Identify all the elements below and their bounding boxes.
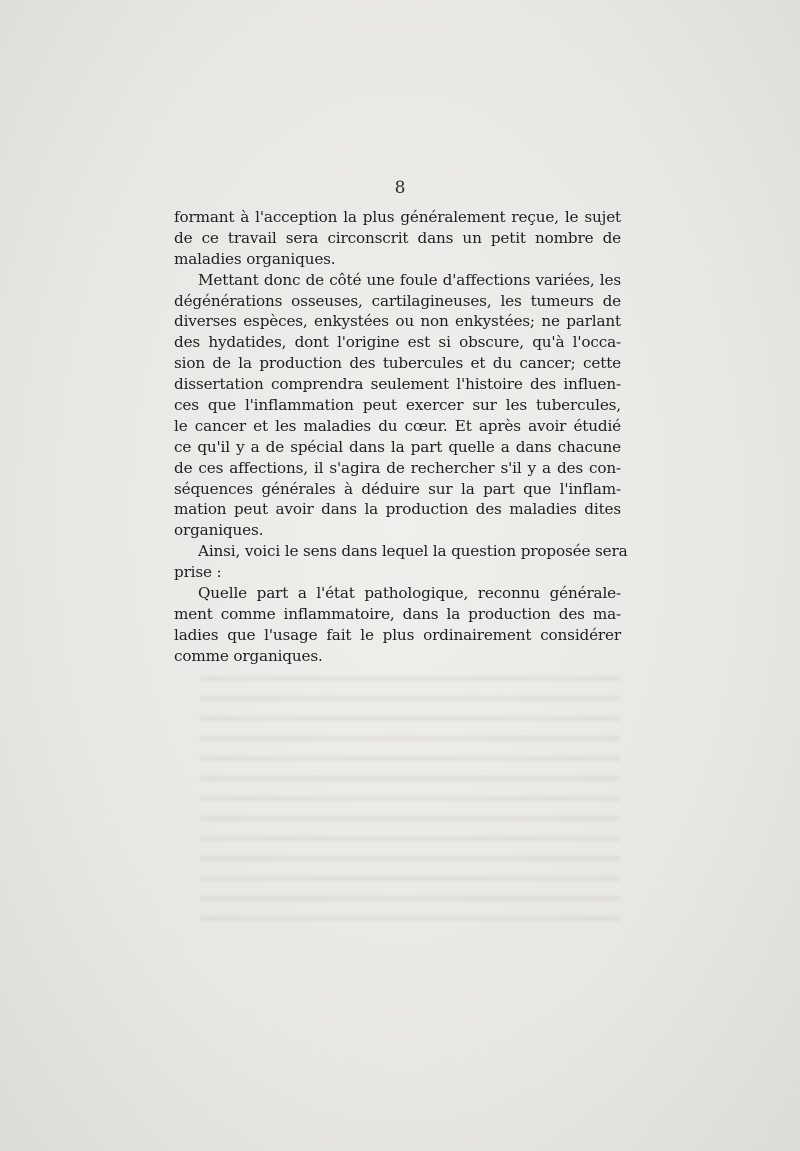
text-line: de ces affections, il s'agira de rechercher s'il y a des con- [174,458,621,477]
text-line: séquences générales à déduire sur la part que l'inflam- [174,479,621,498]
bleed-through-shadow [200,668,620,928]
text-line: Mettant donc de côté une foule d'affections variées, les [198,270,621,289]
text-line: ce qu'il y a de spécial dans la part quelle a dans chacune [174,437,621,456]
text-line: des hydatides, dont l'origine est si obscure, qu'à l'occa- [174,333,621,352]
text-line: le cancer et les maladies du cœur. Et après avoir étudié [174,416,621,435]
text-line: sion de la production des tubercules et du cancer; cette [174,354,621,373]
text-line: maladies organiques. [174,249,336,268]
text-line: formant à l'acception la plus généralement reçue, le sujet [174,208,621,226]
text-line: de ce travail sera circonscrit dans un petit nombre de [174,228,621,247]
text-line: diverses espèces, enkystées ou non enkystées; ne parlant [174,312,621,331]
text-line: ladies que l'usage fait le plus ordinairement considérer [174,625,621,644]
text-line: comme organiques. [174,646,323,665]
text-line: ces que l'inflammation peut exercer sur les tubercules, [174,396,621,415]
body-text [174,207,628,667]
text-line: Quelle part a l'état pathologique, reconnu générale- [198,584,621,603]
text-line: Ainsi, voici le sens dans lequel la question proposée sera [198,542,628,561]
page-number: 8 [394,178,406,198]
text-line: ment comme inflammatoire, dans la production des ma- [174,604,621,623]
text-line: dissertation comprendra seulement l'histoire des influen- [174,375,621,394]
text-line: prise : [174,563,222,582]
text-line: mation peut avoir dans la production des maladies dites [174,500,621,519]
text-line: dégénérations osseuses, cartilagineuses, les tumeurs de [174,291,621,310]
text-line: organiques. [174,521,264,540]
